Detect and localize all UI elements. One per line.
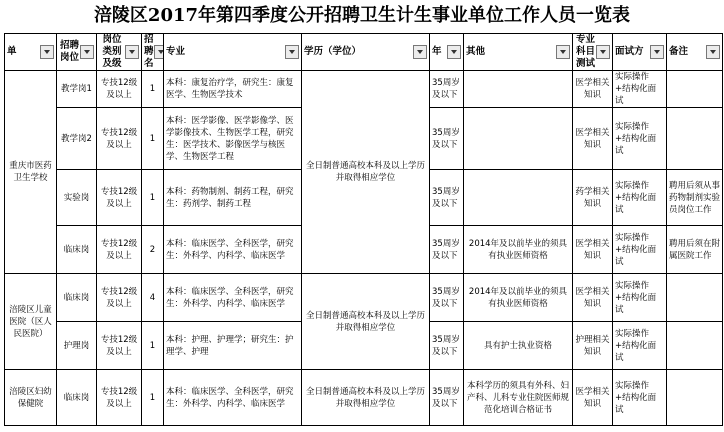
col-header-note[interactable]: 备注: [667, 34, 723, 71]
major-cell[interactable]: 本科：康复治疗学，研究生：康复医学、生物医学技术: [164, 71, 302, 108]
filter-dropdown-icon[interactable]: [154, 45, 164, 59]
other-cell[interactable]: 2014年及以前毕业的须具有执业医师资格: [464, 274, 573, 322]
filter-dropdown-icon[interactable]: [80, 45, 94, 59]
unit-cell[interactable]: 重庆市医药卫生学校: [5, 71, 57, 274]
col-header-education[interactable]: 学历（学位）: [302, 34, 430, 71]
interview-cell[interactable]: 实际操作+结构化面试: [613, 274, 667, 322]
subject-cell[interactable]: 药学相关知识: [573, 170, 613, 226]
note-cell[interactable]: [667, 108, 723, 170]
count-cell[interactable]: 1: [142, 170, 164, 226]
subject-cell[interactable]: 护理相关知识: [573, 322, 613, 370]
subject-cell[interactable]: 医学相关知识: [573, 226, 613, 274]
col-header-category[interactable]: 岗位类别及级: [97, 34, 142, 71]
count-cell[interactable]: 1: [142, 322, 164, 370]
filter-dropdown-icon[interactable]: [556, 45, 570, 59]
col-header-post[interactable]: 招聘岗位: [57, 34, 97, 71]
interview-cell[interactable]: 实际操作+结构化面试: [613, 170, 667, 226]
post-cell[interactable]: 临床岗: [57, 370, 97, 426]
col-header-count[interactable]: 招聘名: [142, 34, 164, 71]
note-cell[interactable]: 聘用后须从事药物制剂实验员岗位工作: [667, 170, 723, 226]
major-cell[interactable]: 本科：医学影像、医学影像学、医学影像技术、生物医学工程，研究生：医学技术、影像医学与核医学、生物医学工程: [164, 108, 302, 170]
major-cell[interactable]: 本科：临床医学、全科医学，研究生：外科学、内科学、临床医学: [164, 274, 302, 322]
header-row: [5, 34, 723, 71]
interview-cell[interactable]: 实际操作+结构化面试: [613, 322, 667, 370]
age-cell[interactable]: 35周岁及以下: [430, 170, 464, 226]
age-cell[interactable]: 35周岁及以下: [430, 370, 464, 426]
filter-dropdown-icon[interactable]: [596, 45, 610, 59]
post-cell[interactable]: 临床岗: [57, 226, 97, 274]
post-cell[interactable]: 教学岗1: [57, 71, 97, 108]
other-cell[interactable]: [464, 71, 573, 108]
note-cell[interactable]: [667, 370, 723, 426]
filter-dropdown-icon[interactable]: [125, 45, 139, 59]
category-cell[interactable]: 专技12级及以上: [97, 71, 142, 108]
category-cell[interactable]: 专技12级及以上: [97, 322, 142, 370]
table-row: [5, 370, 723, 426]
other-cell[interactable]: 具有护士执业资格: [464, 322, 573, 370]
other-cell[interactable]: 2014年及以前毕业的须具有执业医师资格: [464, 226, 573, 274]
col-header-interview[interactable]: 面试方: [613, 34, 667, 71]
note-cell[interactable]: [667, 322, 723, 370]
unit-cell[interactable]: 涪陵区儿童医院（区人民医院）: [5, 274, 57, 370]
count-cell[interactable]: 4: [142, 274, 164, 322]
major-cell[interactable]: 本科：临床医学、全科医学，研究生：外科学、内科学、临床医学: [164, 370, 302, 426]
post-cell[interactable]: 护理岗: [57, 322, 97, 370]
category-cell[interactable]: 专技12级及以上: [97, 370, 142, 426]
col-header-subject[interactable]: 专业科目测试: [573, 34, 613, 71]
col-header-major[interactable]: 专业: [164, 34, 302, 71]
category-cell[interactable]: 专技12级及以上: [97, 226, 142, 274]
page-title: 涪陵区2017年第四季度公开招聘卫生计生事业单位工作人员一览表: [93, 5, 631, 26]
count-cell[interactable]: 1: [142, 71, 164, 108]
note-cell[interactable]: [667, 71, 723, 108]
major-cell[interactable]: 本科：临床医学、全科医学，研究生：外科学、内科学、临床医学: [164, 226, 302, 274]
age-cell[interactable]: 35周岁及以下: [430, 108, 464, 170]
filter-dropdown-icon[interactable]: [285, 45, 299, 59]
other-cell[interactable]: 本科学历的须具有外科、妇产科、儿科专业住院医师规范化培训合格证书: [464, 370, 573, 426]
col-header-age[interactable]: 年: [430, 34, 464, 71]
age-cell[interactable]: 35周岁及以下: [430, 274, 464, 322]
count-cell[interactable]: 2: [142, 226, 164, 274]
filter-dropdown-icon[interactable]: [447, 45, 461, 59]
major-cell[interactable]: 本科：护理、护理学；研究生：护理学、护理: [164, 322, 302, 370]
post-cell[interactable]: 临床岗: [57, 274, 97, 322]
subject-cell[interactable]: 医学相关知识: [573, 71, 613, 108]
age-cell[interactable]: 35周岁及以下: [430, 322, 464, 370]
interview-cell[interactable]: 实际操作+结构化面试: [613, 370, 667, 426]
education-cell[interactable]: 全日制普通高校本科及以上学历并取得相应学位: [302, 274, 430, 370]
filter-dropdown-icon[interactable]: [650, 45, 664, 59]
post-cell[interactable]: 实验岗: [57, 170, 97, 226]
count-cell[interactable]: 1: [142, 108, 164, 170]
other-cell[interactable]: [464, 108, 573, 170]
subject-cell[interactable]: 医学相关知识: [573, 274, 613, 322]
education-cell[interactable]: 全日制普通高校本科及以上学历并取得相应学位: [302, 370, 430, 426]
age-cell[interactable]: 35周岁及以下: [430, 71, 464, 108]
recruitment-table: [4, 33, 723, 426]
interview-cell[interactable]: 实际操作+结构化面试: [613, 226, 667, 274]
col-header-unit[interactable]: 单: [5, 34, 57, 71]
unit-cell[interactable]: 涪陵区妇幼保健院: [5, 370, 57, 426]
subject-cell[interactable]: 医学相关知识: [573, 370, 613, 426]
note-cell[interactable]: [667, 274, 723, 322]
post-cell[interactable]: 教学岗2: [57, 108, 97, 170]
filter-dropdown-icon[interactable]: [413, 45, 427, 59]
age-cell[interactable]: 35周岁及以下: [430, 226, 464, 274]
table-row: [5, 71, 723, 108]
category-cell[interactable]: 专技12级及以上: [97, 170, 142, 226]
category-cell[interactable]: 专技12级及以上: [97, 108, 142, 170]
category-cell[interactable]: 专技12级及以上: [97, 274, 142, 322]
major-cell[interactable]: 本科：药物制剂、制药工程，研究生：药剂学、制药工程: [164, 170, 302, 226]
filter-dropdown-icon[interactable]: [706, 45, 720, 59]
col-header-other[interactable]: 其他: [464, 34, 573, 71]
interview-cell[interactable]: 实际操作+结构化面试: [613, 71, 667, 108]
interview-cell[interactable]: 实际操作+结构化面试: [613, 108, 667, 170]
subject-cell[interactable]: 医学相关知识: [573, 108, 613, 170]
table-row: [5, 274, 723, 322]
note-cell[interactable]: 聘用后须在附属医院工作: [667, 226, 723, 274]
other-cell[interactable]: [464, 170, 573, 226]
filter-dropdown-icon[interactable]: [40, 45, 54, 59]
count-cell[interactable]: 1: [142, 370, 164, 426]
education-cell[interactable]: 全日制普通高校本科及以上学历并取得相应学位: [302, 71, 430, 274]
